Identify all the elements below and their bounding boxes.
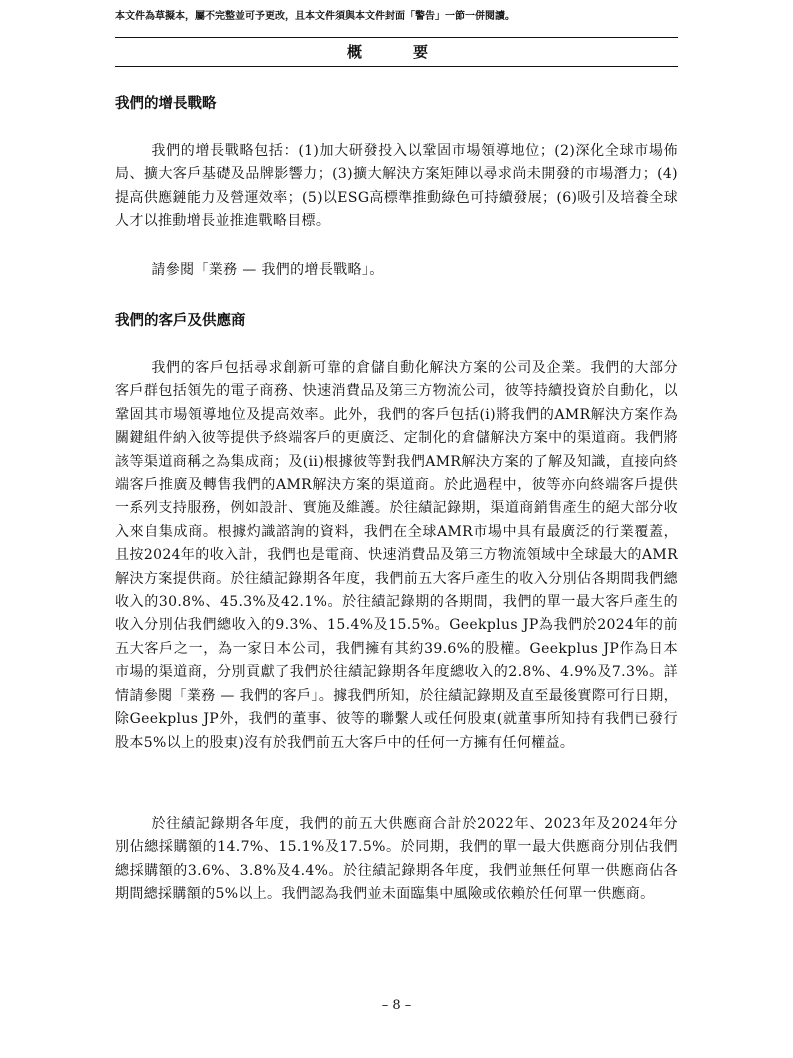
paragraph-customers: 我們的客戶包括尋求創新可靠的倉儲自動化解決方案的公司及企業。我們的大部分客戶群包括領先的電子商務、快速消費品及第三方物流公司，彼等持續投資於自動化，以鞏固其市場領導地位及提高效率。此外，我們的客戶包括(i)將我們的AMR解決方案作為關鍵組件納入彼等提供予終端客戶的更廣泛、定制化的倉儲解決方案中的渠道商。我們將該等渠道商稱之為集成商；及(ii)根據彼等對我們AMR解決方案的了解及知識，直接向終端客戶推廣及轉售我們的AMR解決方案的渠道商。於此過程中，彼等亦向終端客戶提供一系列支持服務，例如設計、實施及維護。於往績記錄期，渠道商銷售產生的絕大部分收入來自集成商。根據灼識諮詢的資料，我們在全球AMR市場中具有最廣泛的行業覆蓋，且按2024年的收入計，我們也是電商、快速消費品及第三方物流領域中全球最大的AMR解決方案提供商。於往績記錄期各年度，我們前五大客戶產生的收入分別佔各期間我們總收入的30.8%、45.3%及42.1%。於往績記錄期的各期間，我們的單一最大客戶產生的收入分別佔我們總收入的9.3%、15.4%及15.5%。Geekplus JP為我們於2024年的前五大客戶之一，為一家日本公司，我們擁有其約39.6%的股權。Geekplus JP作為日本市場的渠道商，分別貢獻了我們於往績記錄期各年度總收入的2.8%、4.9%及7.3%。詳情請參閱「業務 — 我們的客戶」。據我們所知，於往績記錄期及直至最後實際可行日期，除Geekplus JP外，我們的董事、彼等的聯繫人或任何股東(就董事所知持有我們已發行股本5%以上的股東)沒有於我們前五大客戶中的任何一方擁有任何權益。 (115, 360, 678, 751)
section-heading-customers-suppliers: 我們的客戶及供應商 (115, 313, 246, 329)
draft-disclaimer: 本文件為草擬本，屬不完整並可予更改，且本文件須與本文件封面「警告」一節一併閱讀。 (115, 11, 515, 22)
header-top-rule (115, 37, 678, 38)
section-heading-growth-strategy: 我們的增長戰略 (115, 96, 217, 112)
page-number: – 8 – (381, 998, 412, 1013)
header-bottom-rule (115, 66, 678, 67)
paragraph-growth-reference: 請參閱「業務 — 我們的增長戰略」。 (151, 262, 384, 278)
page-title: 概 要 (346, 43, 446, 61)
paragraph-growth-strategy: 我們的增長戰略包括：(1)加大研發投入以鞏固市場領導地位；(2)深化全球市場佈局、擴大客戶基礎及品牌影響力；(3)擴大解決方案矩陣以尋求尚未開發的市場潛力；(4)提高供應鏈能力及營運效率；(5)以ESG高標準推動綠色可持續發展；(6)吸引及培養全球人才以推動增長並推進戰略目標。 (115, 143, 678, 230)
paragraph-suppliers: 於往績記錄期各年度，我們的前五大供應商合計於2022年、2023年及2024年分別佔總採購額的14.7%、15.1%及17.5%。於同期，我們的單一最大供應商分別佔我們總採購額的3.6%、3.8%及4.4%。於往績記錄期各年度，我們並無任何單一供應商佔各期間總採購額的5%以上。我們認為我們並未面臨集中風險或依賴於任何單一供應商。 (115, 816, 678, 903)
